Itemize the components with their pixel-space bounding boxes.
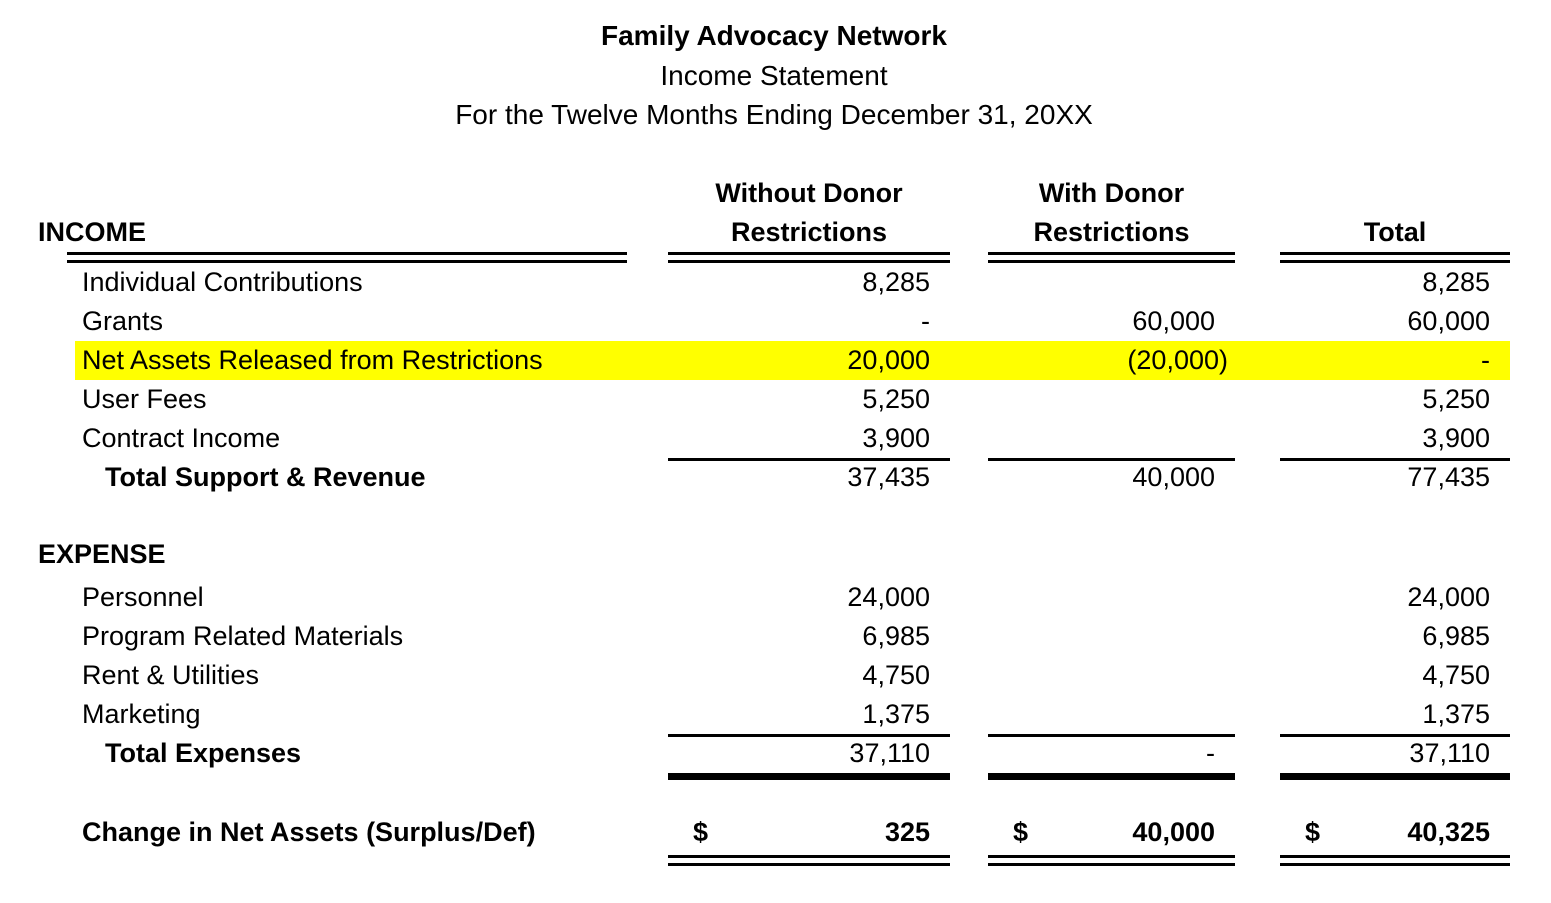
bottom-double-rule-row xyxy=(38,855,1510,866)
organization-name: Family Advocacy Network xyxy=(601,20,947,51)
amount-value: 325 xyxy=(884,817,930,847)
amount-total: 60,000 xyxy=(1407,306,1490,336)
amount-without-restrictions: 37,435 xyxy=(847,462,930,492)
row-label: Net Assets Released from Restrictions xyxy=(82,345,543,375)
expense-row xyxy=(38,695,1510,734)
income-double-rule xyxy=(67,252,627,263)
header-underline-row xyxy=(38,252,1510,263)
change-in-net-assets-row xyxy=(38,813,1510,852)
without-column-double-rule xyxy=(668,252,950,263)
amount-with-restrictions: 40,000 xyxy=(1132,462,1215,492)
amount-without-restrictions: 4,750 xyxy=(862,660,930,690)
column-header-line1: Without Donor xyxy=(715,178,903,208)
income-total-row xyxy=(38,458,1510,497)
expense-section-row xyxy=(38,535,1510,574)
row-label: Contract Income xyxy=(82,423,281,453)
expense-section-label: EXPENSE xyxy=(38,539,166,569)
report-period: For the Twelve Months Ending December 31, 20XX xyxy=(455,99,1093,130)
with-column-thick-rule xyxy=(988,773,1235,780)
row-label: Personnel xyxy=(82,582,204,612)
income-section-label: INCOME xyxy=(38,217,146,247)
row-label: Total Expenses xyxy=(105,738,302,768)
amount-total: 6,985 xyxy=(1422,621,1490,651)
amount-total: - xyxy=(1481,345,1490,375)
column-header-with-restrictions xyxy=(988,174,1235,252)
amount-total: 1,375 xyxy=(1280,695,1510,737)
amount-without-restrictions: 24,000 xyxy=(847,582,930,612)
amount-total: 4,750 xyxy=(1422,660,1490,690)
row-label: Total Support & Revenue xyxy=(105,462,426,492)
total-column-double-rule xyxy=(1280,252,1510,263)
row-label: Marketing xyxy=(82,699,201,729)
with-column-double-rule xyxy=(988,252,1235,263)
currency-symbol: $ xyxy=(1013,817,1029,847)
amount-value: 40,000 xyxy=(1132,817,1215,847)
amount-total: 3,900 xyxy=(1280,419,1510,461)
amount-with-restrictions xyxy=(988,695,1235,737)
currency-symbol: $ xyxy=(1305,817,1321,847)
amount-without-restrictions xyxy=(668,813,950,852)
amount-total: 77,435 xyxy=(1407,462,1490,492)
income-row xyxy=(38,302,1510,341)
income-row xyxy=(38,263,1510,302)
expense-row xyxy=(38,656,1510,695)
column-header-line2: Restrictions xyxy=(1033,217,1190,247)
column-header-line1: With Donor xyxy=(1038,178,1185,208)
row-label: Change in Net Assets (Surplus/Def) xyxy=(82,817,536,847)
amount-without-restrictions: 5,250 xyxy=(862,384,930,414)
amount-without-restrictions: 20,000 xyxy=(847,345,930,375)
amount-total: 5,250 xyxy=(1422,384,1490,414)
amount-total: 8,285 xyxy=(1422,267,1490,297)
amount-with-restrictions xyxy=(988,656,1235,695)
amount-with-restrictions xyxy=(988,617,1235,656)
without-column-thick-rule xyxy=(668,773,950,780)
column-header-total: Total xyxy=(1363,217,1427,247)
amount-total xyxy=(1280,813,1510,852)
column-header-without-restrictions xyxy=(668,174,950,252)
income-row xyxy=(38,380,1510,419)
row-label: User Fees xyxy=(82,384,207,414)
amount-with-restrictions xyxy=(988,263,1235,302)
without-column-bottom-double-rule xyxy=(668,855,950,866)
amount-total: 24,000 xyxy=(1407,582,1490,612)
currency-symbol: $ xyxy=(693,817,709,847)
amount-without-restrictions: 1,375 xyxy=(668,695,950,737)
document-header xyxy=(38,16,1510,134)
amount-with-restrictions xyxy=(988,419,1235,461)
amount-without-restrictions: - xyxy=(921,306,930,336)
row-label: Rent & Utilities xyxy=(82,660,260,690)
amount-with-restrictions: - xyxy=(1206,738,1215,768)
row-label: Grants xyxy=(82,306,164,336)
amount-total: 37,110 xyxy=(1409,738,1490,768)
amount-without-restrictions: 8,285 xyxy=(862,267,930,297)
amount-without-restrictions: 37,110 xyxy=(849,738,930,768)
column-header-row xyxy=(38,174,1510,252)
row-label: Program Related Materials xyxy=(82,621,404,651)
total-column-bottom-double-rule xyxy=(1280,855,1510,866)
income-row-highlighted xyxy=(38,341,1510,380)
amount-with-restrictions xyxy=(988,578,1235,617)
total-column-thick-rule xyxy=(1280,773,1510,780)
expense-row xyxy=(38,578,1510,617)
amount-without-restrictions: 6,985 xyxy=(862,621,930,651)
report-title: Income Statement xyxy=(660,60,888,91)
expense-total-rule-row xyxy=(38,773,1510,780)
amount-with-restrictions xyxy=(988,813,1235,852)
expense-total-row xyxy=(38,734,1510,773)
column-header-line2: Restrictions xyxy=(730,217,888,247)
row-label: Individual Contributions xyxy=(82,267,363,297)
expense-row xyxy=(38,617,1510,656)
amount-with-restrictions: 60,000 xyxy=(1132,306,1215,336)
with-column-bottom-double-rule xyxy=(988,855,1235,866)
amount-with-restrictions: (20,000) xyxy=(1127,345,1228,375)
amount-without-restrictions: 3,900 xyxy=(668,419,950,461)
income-row xyxy=(38,419,1510,458)
amount-value: 40,325 xyxy=(1407,817,1490,847)
amount-with-restrictions xyxy=(988,380,1235,419)
